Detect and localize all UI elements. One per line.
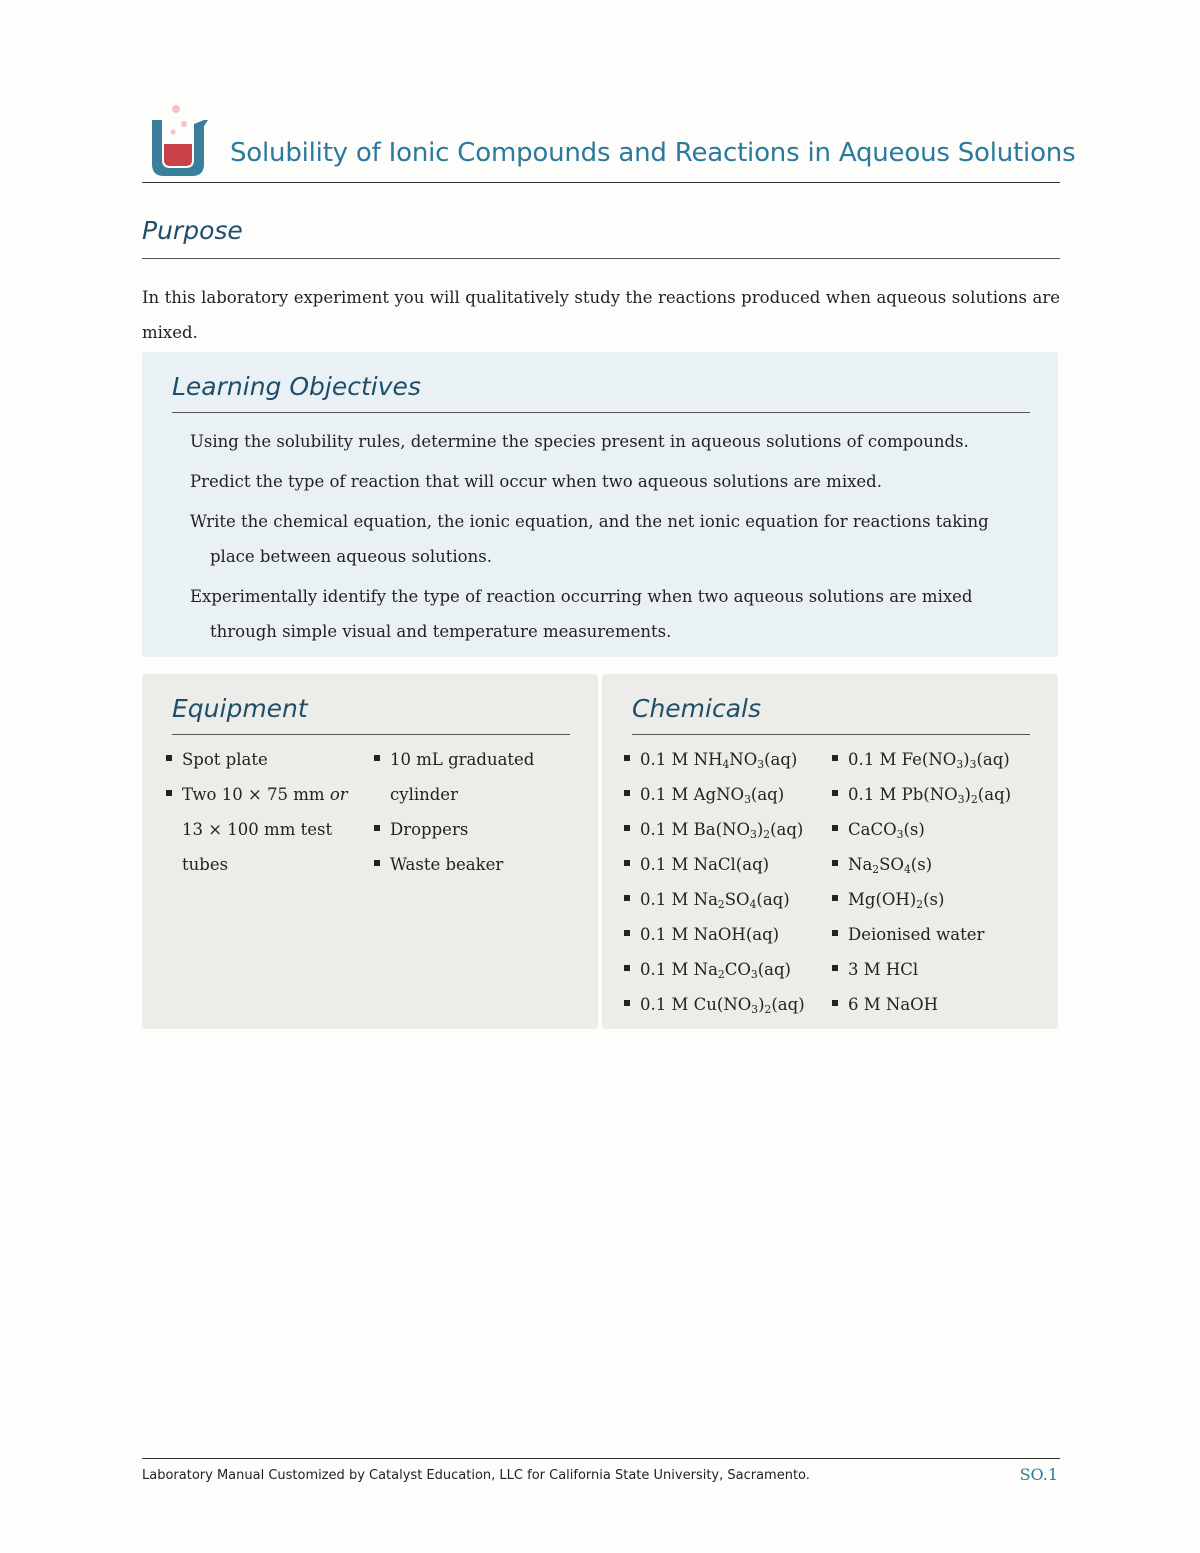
chemical-item: 0.1 M $NH_4NO_3(aq)$ <box>624 742 824 777</box>
objective-item: Predict the type of reaction that will occur when two aqueous solutions are mixed. <box>190 472 882 491</box>
chemical-item: 0.1 M $Pb(NO_3)_2(aq)$ <box>832 777 1042 812</box>
equipment-item-continued: cylinder <box>390 785 458 804</box>
page-number: SO.1 <box>1019 1465 1058 1484</box>
equipment-item-or: or <box>329 785 348 804</box>
equipment-item-text: Two 10 × 75 mm <box>182 785 325 804</box>
footer-divider <box>142 1458 1060 1459</box>
chemical-item: Deionised water <box>832 917 1042 952</box>
learning-objectives-heading: Learning Objectives <box>172 372 421 401</box>
equipment-panel <box>142 674 598 1029</box>
chemicals-heading: Chemicals <box>632 694 762 723</box>
objective-item: Experimentally identify the type of reaction occurring when two aqueous solutions are mixed through simple visual and temperature measurements. <box>190 587 973 641</box>
equipment-item: Spot plate <box>166 742 356 777</box>
equipment-item: 10 mL graduated <box>374 742 574 777</box>
chemical-item: $Mg(OH)_2(s)$ <box>832 882 1042 917</box>
learning-objectives-divider <box>172 412 1030 413</box>
chemical-item: CaCO$_3$(s) <box>832 812 1042 847</box>
chemicals-panel <box>602 674 1058 1029</box>
equipment-item: Waste beaker <box>374 847 574 882</box>
equipment-item-continued: 13 × 100 mm test <box>182 820 333 839</box>
chemical-item: 0.1 M NaCl(aq) <box>624 847 824 882</box>
objective-item: Write the chemical equation, the ionic equation, and the net ionic equation for reactions taking place between aqueous solutions. <box>190 512 989 566</box>
purpose-heading: Purpose <box>142 216 243 245</box>
purpose-divider <box>142 258 1060 259</box>
equipment-item-continued: tubes <box>182 855 229 874</box>
page-header <box>142 100 1076 183</box>
chemical-item: 0.1 M $Cu(NO_3)_2(aq)$ <box>624 987 824 1022</box>
chemicals-list-col-2 <box>832 742 1042 1022</box>
equipment-list-col-1 <box>166 742 356 882</box>
chemical-item: 0.1 M $Fe(NO_3)_3(aq)$ <box>832 742 1042 777</box>
equipment-item: Droppers <box>374 812 574 847</box>
equipment-item <box>166 777 356 812</box>
chemicals-divider <box>632 734 1030 735</box>
learning-objectives-panel <box>142 352 1058 657</box>
beaker-logo-icon <box>146 102 212 178</box>
chemical-item: 3 M HCl <box>832 952 1042 987</box>
equipment-heading: Equipment <box>172 694 308 723</box>
chemical-item: 0.1 M $Na_2CO_3(aq)$ <box>624 952 824 987</box>
equipment-divider <box>172 734 570 735</box>
learning-objectives-list <box>190 424 1035 654</box>
chemical-item: 0.1 M $Na_2SO_4(aq)$ <box>624 882 824 917</box>
document-title: Solubility of Ionic Compounds and Reactions in Aqueous Solutions <box>230 138 1076 168</box>
chemical-item: 0.1 M AgNO$_3$(aq) <box>624 777 824 812</box>
chemical-item: $Na_2SO_4(s)$ <box>832 847 1042 882</box>
chemical-item: 6 M NaOH <box>832 987 1042 1022</box>
chemical-item: 0.1 M $Ba(NO_3)_2(aq)$ <box>624 812 824 847</box>
footer-text: Laboratory Manual Customized by Catalyst Education, LLC for California State University, Sacramento. <box>142 1468 810 1483</box>
chemical-item: 0.1 M NaOH(aq) <box>624 917 824 952</box>
equipment-list-col-2 <box>374 742 574 882</box>
objective-item: Using the solubility rules, determine the species present in aqueous solutions of compounds. <box>190 432 969 451</box>
purpose-text: In this laboratory experiment you will qualitatively study the reactions produced when aqueous solutions are mixed. <box>142 288 1060 342</box>
chemicals-list-col-1 <box>624 742 824 1022</box>
